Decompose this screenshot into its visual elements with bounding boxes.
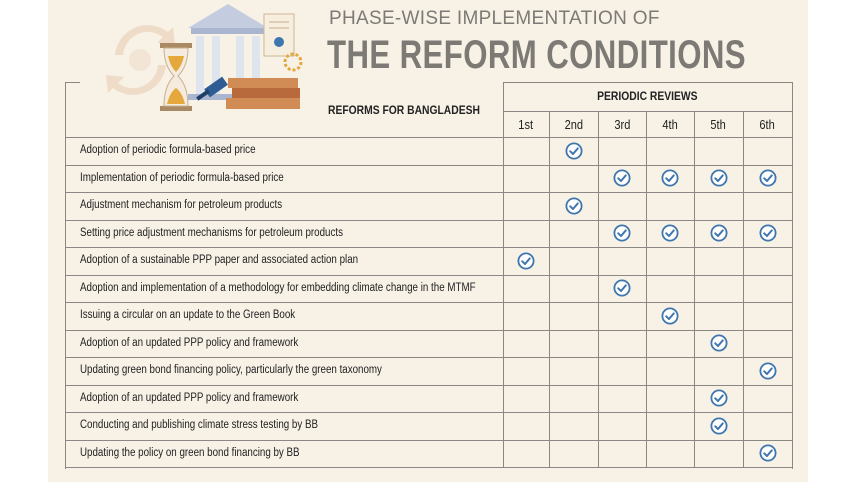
column-divider <box>743 137 744 467</box>
table-top-border <box>503 82 792 83</box>
checkmark-icon <box>517 252 535 270</box>
checkmark-icon <box>710 334 728 352</box>
reform-row-label: Setting price adjustment mechanisms for petroleum products <box>80 226 343 239</box>
periodic-reviews-header: PERIODIC REVIEWS <box>597 89 698 103</box>
column-divider <box>503 137 504 467</box>
reform-row-label: Updating the policy on green bond financing by BB <box>80 446 300 459</box>
reform-row-label: Conducting and publishing climate stress testing by BB <box>80 419 318 431</box>
checkmark-icon <box>661 307 679 325</box>
checkmark-icon <box>565 142 583 160</box>
reform-row-label: Adoption of periodic formula-based price <box>80 144 256 156</box>
column-divider <box>549 137 550 467</box>
table-top-border <box>65 82 80 83</box>
checkmark-icon <box>759 362 777 380</box>
reform-row-label: Adjustment mechanism for petroleum products <box>80 199 283 211</box>
reform-row-label: Adoption of a sustainable PPP paper and associated action plan <box>80 254 359 266</box>
column-header-1st <box>503 117 549 133</box>
reform-row-label: Adoption of an updated PPP policy and framework <box>80 336 299 349</box>
column-header-6th <box>743 117 792 133</box>
checkmark-icon <box>613 169 631 187</box>
scroll-icon <box>264 14 294 56</box>
checkmark-icon <box>613 279 631 297</box>
reforms-header: REFORMS FOR BANGLADESH <box>328 103 480 117</box>
checkmark-icon <box>710 224 728 242</box>
reform-illustration <box>88 0 318 118</box>
refresh-arrows-icon <box>106 25 175 95</box>
column-header-label: 4th <box>662 117 678 132</box>
column-header-5th <box>694 117 743 133</box>
checkmark-icon <box>710 169 728 187</box>
reform-row-label: Implementation of periodic formula-based price <box>80 171 284 184</box>
checkmark-icon <box>759 444 777 462</box>
checkmark-icon <box>759 224 777 242</box>
column-divider <box>598 137 599 467</box>
reform-row-label: Adoption and implementation of a methodology for embedding climate change in the MTMF <box>80 281 476 294</box>
checkmark-icon <box>661 169 679 187</box>
reform-row-label: Updating green bond financing policy, particularly the green taxonomy <box>80 364 382 376</box>
hourglass-icon <box>160 43 192 111</box>
title-line-2: THE REFORM CONDITIONS <box>327 33 746 77</box>
row-divider <box>65 467 792 468</box>
checkmark-icon <box>661 224 679 242</box>
column-header-label: 6th <box>759 117 776 132</box>
column-divider <box>694 137 695 467</box>
title-line-1: PHASE-WISE IMPLEMENTATION OF <box>329 8 660 29</box>
books-icon <box>226 78 300 109</box>
column-header-label: 1st <box>518 117 534 132</box>
reform-row-label: Adoption of an updated PPP policy and framework <box>80 391 299 404</box>
table-left-border <box>65 82 66 469</box>
column-header-label: 5th <box>710 117 727 132</box>
checkmark-icon <box>613 224 631 242</box>
column-divider <box>646 137 647 467</box>
checkmark-icon <box>759 169 777 187</box>
checkmark-icon <box>565 197 583 215</box>
column-header-label: 3rd <box>614 117 630 132</box>
checkmark-icon <box>710 389 728 407</box>
review-subheader-divider <box>503 111 792 112</box>
table-right-border <box>792 82 793 469</box>
column-header-3rd <box>598 117 646 133</box>
column-header-2nd <box>549 117 598 133</box>
column-header-label: 2nd <box>564 117 583 132</box>
column-header-4th <box>646 117 694 133</box>
checkmark-icon <box>710 417 728 435</box>
reform-row-label: Issuing a circular on an update to the Green Book <box>80 309 296 321</box>
